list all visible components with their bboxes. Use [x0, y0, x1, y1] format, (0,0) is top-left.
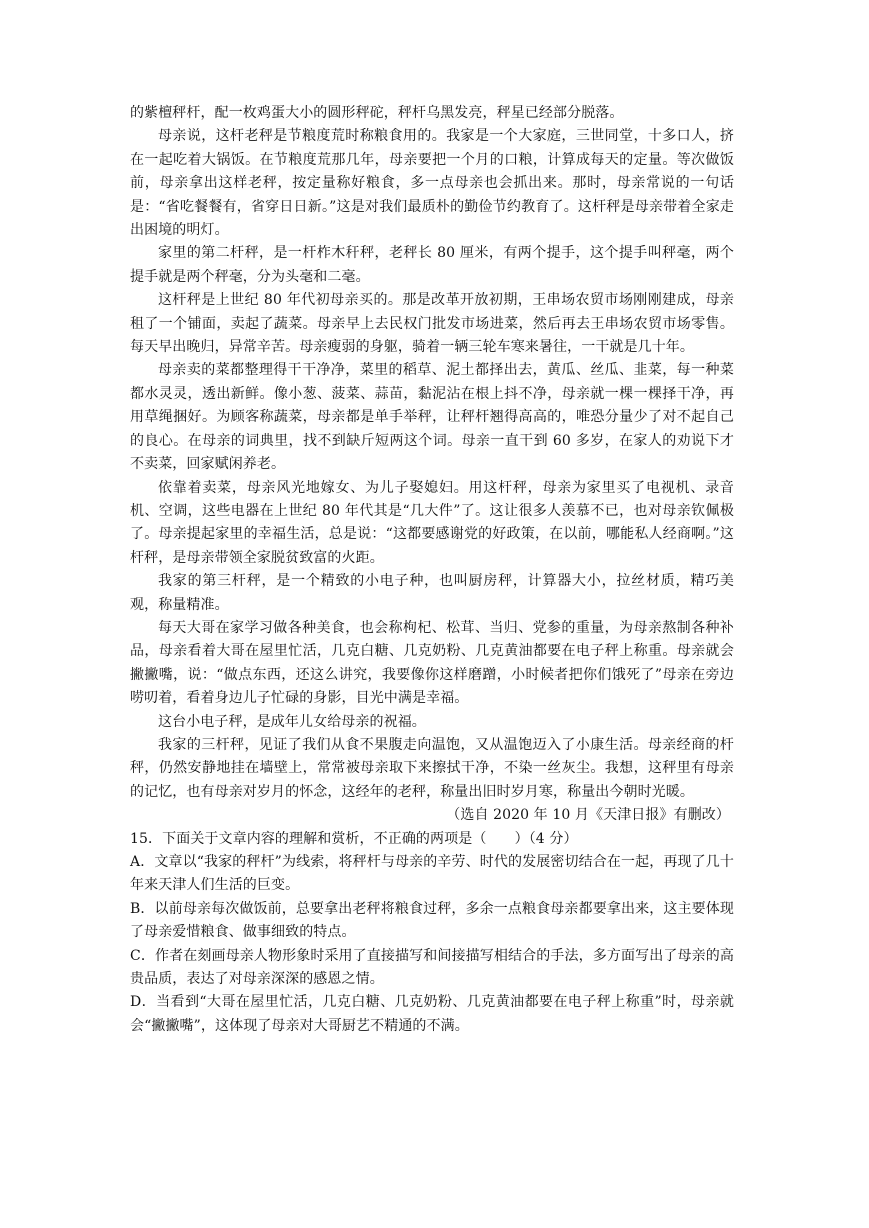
paragraph-8: 每天大哥在家学习做各种美食，也会称枸杞、松茸、当归、党参的重量，为母亲熬制各种补品，母亲看着大哥在屋里忙活，几克白糖、几克奶粉、几克黄油都要在电子秤上称重。母亲就会撇撇嘴，说：“做点东西，还这么讲究，我要像你这样磨蹭，小时候者把你们饿死了”母亲在旁边唠叨着，看着身边儿子忙碌的身影，目光中满是幸福。: [130, 619, 734, 707]
paragraph-4: 这杆秤是上世纪 80 年代初母亲买的。那是改革开放初期，王串场农贸市场刚刚建成，母亲租了一个铺面，卖起了蔬菜。母亲早上去民权门批发市场进菜，然后再去王串场农贸市场零售。每天早出晚归，异常辛苦。母亲瘦弱的身躯，骑着一辆三轮车寒来暑往，一干就是几十年。: [130, 292, 734, 356]
option-b: B．以前母亲每次做饭前，总要拿出老秤将粮食过秤，多余一点粮食母亲都要拿出来，这主要体现了母亲爱惜粮食、做事细致的特点。: [130, 900, 734, 941]
option-a: A．文章以“我家的秤杆”为线索，将秤杆与母亲的辛劳、时代的发展密切结合在一起，再现了几十年来天津人们生活的巨变。: [130, 854, 734, 894]
article-body: [130, 102, 734, 1038]
paragraph-2: 母亲说，这杆老秤是节粮度荒时称粮食用的。我家是一个大家庭，三世同堂，十多口人，挤在一起吃着大锅饭。在节粮度荒那几年，母亲要把一个月的口粮，计算成每天的定量。等次做饭前，母亲拿出这样老秤，按定量称好粮食，多一点母亲也会抓出来。那时，母亲常说的一句话是：“省吃餐餐有，省穿日日新。”这是对我们最质朴的勤俭节约教育了。这杆秤是母亲带着全家走出困境的明灯。: [130, 128, 734, 239]
paragraph-10: 我家的三杆秤，见证了我们从食不果腹走向温饱，又从温饱迈入了小康生活。母亲经商的杆秤，仍然安静地挂在墙壁上，常常被母亲取下来擦拭干净，不染一丝灰尘。我想，这秤里有母亲的记忆，也有母亲对岁月的怀念，这经年的老秤，称量出旧时岁月寒，称量出今朝时光暖。: [130, 736, 734, 800]
option-d: D．当看到“大哥在屋里忙活，几克白糖、几克奶粉、几克黄油都要在电子秤上称重”时，母亲就会“撇撇嘴”，这体现了母亲对大哥厨艺不精通的不满。: [130, 994, 734, 1034]
source-citation: （选自 2020 年 10 月《天津日报》有删改）: [446, 807, 730, 824]
paragraph-9: 这台小电子秤，是成年儿女给母亲的祝福。: [158, 713, 426, 730]
option-c: C．作者在刻画母亲人物形象时采用了直接描写和间接描写相结合的手法，多方面写出了母亲的高贵品质，表达了对母亲深深的感恩之情。: [130, 947, 734, 988]
paragraph-6: 依靠着卖菜，母亲风光地嫁女、为儿子娶媳妇。用这杆秤，母亲为家里买了电视机、录音机、空调，这些电器在上世纪 80 年代其是“几大件”了。这让很多人羡慕不已，也对母亲钦佩极了。母亲提起家里的幸福生活，总是说：“这都要感谢党的好政策，在以前，哪能私人经商啊。”这杆秤，是母亲带领全家脱贫致富的火距。: [130, 479, 734, 566]
paragraph-3: 家里的第二杆秤，是一杆柞木秆秤，老秤长 80 厘米，有两个提手，这个提手叫秤毫，两个提手就是两个秤毫，分为头毫和二毫。: [130, 245, 734, 285]
question-15-stem: 15．下面关于文章内容的理解和赏析，不正确的两项是（ ）（4 分）: [130, 830, 578, 847]
paragraph-7: 我家的第三杆秤，是一个精致的小电子种，也叫厨房秤，计算器大小，拉丝材质，精巧美观，称量精准。: [130, 573, 734, 613]
paragraph-1: 的紫檀秤杆，配一枚鸡蛋大小的圆形秤砣，秤杆乌黑发亮，秤星已经部分脱落。: [130, 105, 624, 121]
paragraph-5: 母亲卖的菜都整理得干干净净，菜里的稻草、泥土都择出去，黄瓜、丝瓜、韭菜，每一种菜都水灵灵，透出新鲜。像小葱、菠菜、蒜苗，黏泥沾在根上抖不净，母亲就一棵一棵择干净，再用草绳捆好。为顾客称蔬菜，母亲都是单手举秤，让秤杆翘得高高的，唯恐分量少了对不起自己的良心。在母亲的词典里，找不到缺斤短两这个词。母亲一直干到 60 多岁，在家人的劝说下才不卖菜，回家赋闲养老。: [130, 362, 734, 473]
